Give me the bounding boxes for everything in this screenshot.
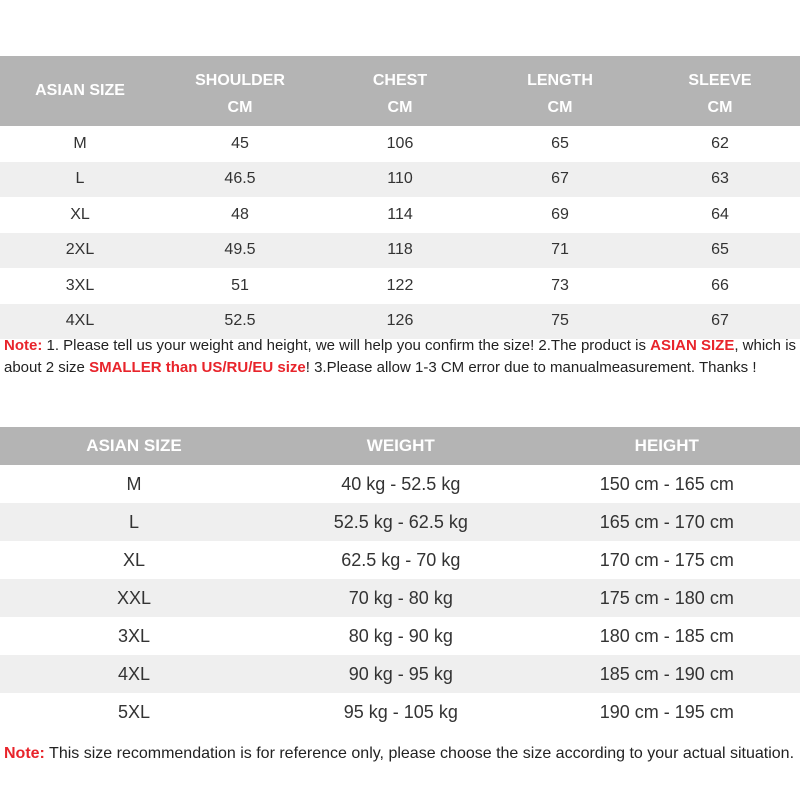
measurement-cell: 75 <box>480 304 640 340</box>
header-weight: WEIGHT <box>268 427 534 465</box>
size-table-header-row <box>0 56 800 90</box>
note-text-2: , which is about 2 size <box>4 337 797 376</box>
weight-table-header-row <box>0 427 800 465</box>
note-text-reference: This size recommendation is for reference only, please choose the size according to your actual situation. <box>44 745 795 762</box>
header-sleeve: SLEEVE <box>640 56 800 90</box>
height-cell: 165 cm - 170 cm <box>534 503 800 541</box>
measurement-cell: 48 <box>231 205 249 223</box>
header-length: LENGTH <box>480 56 640 90</box>
measurement-cell: 65 <box>640 233 800 269</box>
weight-row <box>0 541 800 579</box>
measurement-cell: 71 <box>480 233 640 269</box>
size-cell: XXL <box>0 579 268 617</box>
height-cell: 150 cm - 165 cm <box>599 473 734 494</box>
weight-cell: 95 kg - 105 kg <box>343 701 458 722</box>
weight-cell: 62.5 kg - 70 kg <box>341 549 461 570</box>
size-row <box>0 233 800 269</box>
measurement-cell: 67 <box>640 304 800 340</box>
measurement-cell: 69 <box>551 205 569 223</box>
measurement-cell: 63 <box>640 162 800 198</box>
measurement-cell: 65 <box>551 134 569 152</box>
height-cell: 185 cm - 190 cm <box>534 655 800 693</box>
unit-shoulder: CM <box>160 90 320 126</box>
measurement-cell: 122 <box>386 276 414 294</box>
measurement-cell: 45 <box>231 134 249 152</box>
note-asian-size: ASIAN SIZE <box>650 337 735 354</box>
height-cell: 170 cm - 175 cm <box>599 549 734 570</box>
note-text-3: ! 3.Please allow 1-3 CM error due to manualmeasurement. Thanks ! <box>305 359 757 376</box>
note-label-2: Note: <box>4 745 45 762</box>
measurement-cell: 67 <box>480 162 640 198</box>
measurement-cell: 52.5 <box>160 304 320 340</box>
weight-row <box>0 693 800 731</box>
size-note <box>4 335 800 379</box>
height-cell: 190 cm - 195 cm <box>599 701 734 722</box>
size-cell: 4XL <box>0 655 268 693</box>
weight-cell: 40 kg - 52.5 kg <box>341 473 461 494</box>
header-height: HEIGHT <box>534 427 800 465</box>
size-measurement-table <box>0 56 800 339</box>
header-asian-size-2: ASIAN SIZE <box>0 427 268 465</box>
weight-height-table <box>0 427 800 731</box>
measurement-cell: 114 <box>387 205 413 223</box>
size-cell: XL <box>70 205 90 223</box>
size-cell: 3XL <box>117 625 151 646</box>
measurement-cell: 46.5 <box>160 162 320 198</box>
header-asian-size: ASIAN SIZE <box>0 56 160 126</box>
weight-row <box>0 579 800 617</box>
measurement-cell: 118 <box>320 233 480 269</box>
size-table-body <box>0 126 800 339</box>
measurement-cell: 73 <box>551 276 569 294</box>
note-label: Note: <box>4 337 43 354</box>
measurement-cell: 62 <box>711 134 729 152</box>
weight-table-body <box>0 465 800 731</box>
header-chest: CHEST <box>320 56 480 90</box>
size-cell: 2XL <box>0 233 160 269</box>
measurement-cell: 49.5 <box>160 233 320 269</box>
unit-length: CM <box>480 90 640 126</box>
size-cell: M <box>126 473 142 494</box>
size-cell: 5XL <box>117 701 151 722</box>
note-smaller-size: SMALLER than US/RU/EU size <box>89 359 306 376</box>
measurement-cell: 66 <box>711 276 729 294</box>
size-cell: 3XL <box>65 276 95 294</box>
size-cell: XL <box>122 549 146 570</box>
weight-row <box>0 503 800 541</box>
unit-chest: CM <box>320 90 480 126</box>
header-shoulder: SHOULDER <box>160 56 320 90</box>
weight-row <box>0 465 800 503</box>
weight-cell: 52.5 kg - 62.5 kg <box>268 503 534 541</box>
recommendation-note <box>4 742 800 766</box>
size-row <box>0 304 800 340</box>
note-text-1: 1. Please tell us your weight and height, we will help you confirm the size! 2.The product is <box>42 337 651 354</box>
measurement-cell: 126 <box>320 304 480 340</box>
height-cell: 175 cm - 180 cm <box>534 579 800 617</box>
size-row <box>0 268 800 304</box>
size-row <box>0 162 800 198</box>
unit-sleeve: CM <box>640 90 800 126</box>
size-cell: 4XL <box>0 304 160 340</box>
weight-cell: 80 kg - 90 kg <box>348 625 453 646</box>
size-cell: L <box>0 162 160 198</box>
size-row <box>0 197 800 233</box>
measurement-cell: 51 <box>231 276 249 294</box>
weight-cell: 70 kg - 80 kg <box>268 579 534 617</box>
height-cell: 180 cm - 185 cm <box>599 625 734 646</box>
size-cell: M <box>73 134 87 152</box>
weight-cell: 90 kg - 95 kg <box>268 655 534 693</box>
size-cell: L <box>0 503 268 541</box>
size-row <box>0 126 800 162</box>
weight-row <box>0 617 800 655</box>
measurement-cell: 110 <box>320 162 480 198</box>
measurement-cell: 64 <box>711 205 729 223</box>
weight-row <box>0 655 800 693</box>
measurement-cell: 106 <box>386 134 414 152</box>
